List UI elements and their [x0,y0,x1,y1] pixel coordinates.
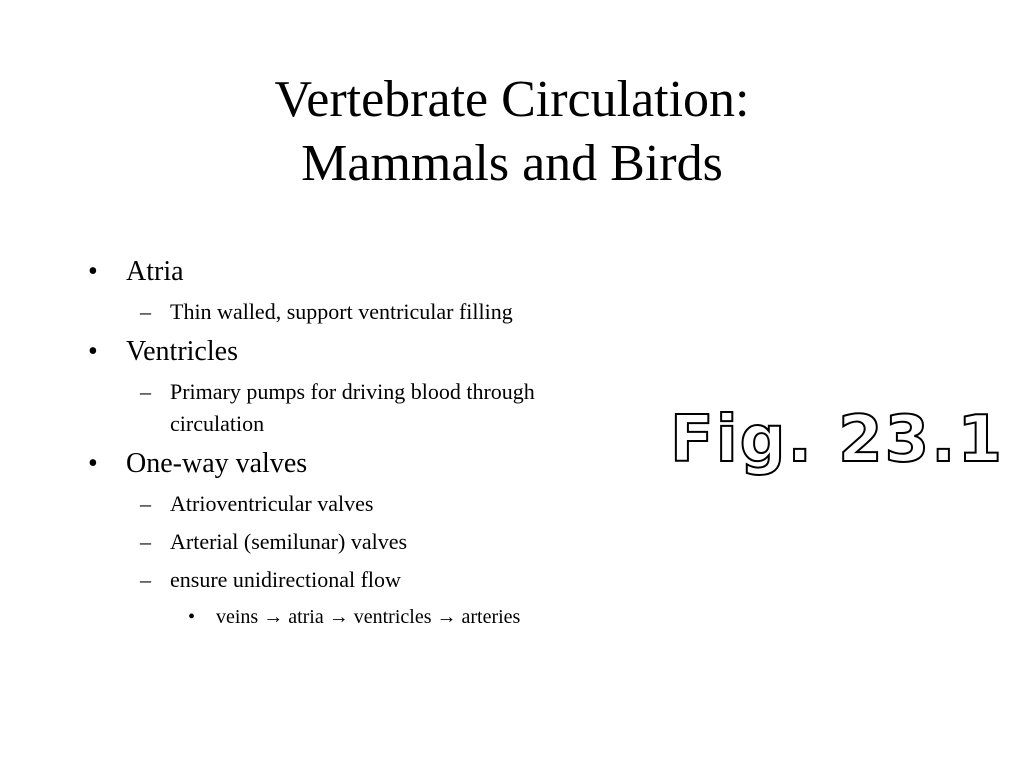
bullet-marker: • [88,256,98,287]
sub-bullet-ventricles-1 [88,376,570,440]
dash-marker: – [140,379,151,404]
sub-sub-bullet-text: veins → atria → ventricles → arteries [216,606,521,628]
title-line-1: Vertebrate Circulation: [274,71,750,128]
sub-bullet-text: Primary pumps for driving blood through circulation [170,379,535,436]
sub-bullet-valves-1 [88,488,648,520]
dash-marker: – [140,529,151,554]
bullet-text: Atria [126,256,184,287]
bullet-text: Ventricles [126,336,238,367]
sub-sub-bullet-flow [88,602,648,632]
figure-reference: Fig. 23.1 [670,403,1004,477]
slide-title [0,68,1024,196]
title-line-2: Mammals and Birds [301,135,723,192]
sub-bullet-valves-3 [88,564,648,596]
sub-bullet-text: Arterial (semilunar) valves [170,529,408,554]
sub-bullet-text: Atrioventricular valves [170,491,374,516]
sub-bullet-atria-1 [88,296,648,328]
bullet-ventricles [88,334,648,370]
sub-bullet-valves-2 [88,526,648,558]
sub-bullet-marker: • [188,606,196,628]
bullet-marker: • [88,448,98,479]
bullet-one-way-valves [88,446,648,482]
bullet-marker: • [88,336,98,367]
bullet-list [88,248,648,632]
sub-bullet-text: ensure unidirectional flow [170,567,401,592]
sub-bullet-text: Thin walled, support ventricular filling [170,299,513,324]
bullet-text: One-way valves [126,448,308,479]
dash-marker: – [140,299,151,324]
dash-marker: – [140,567,151,592]
dash-marker: – [140,491,151,516]
bullet-atria [88,254,648,290]
